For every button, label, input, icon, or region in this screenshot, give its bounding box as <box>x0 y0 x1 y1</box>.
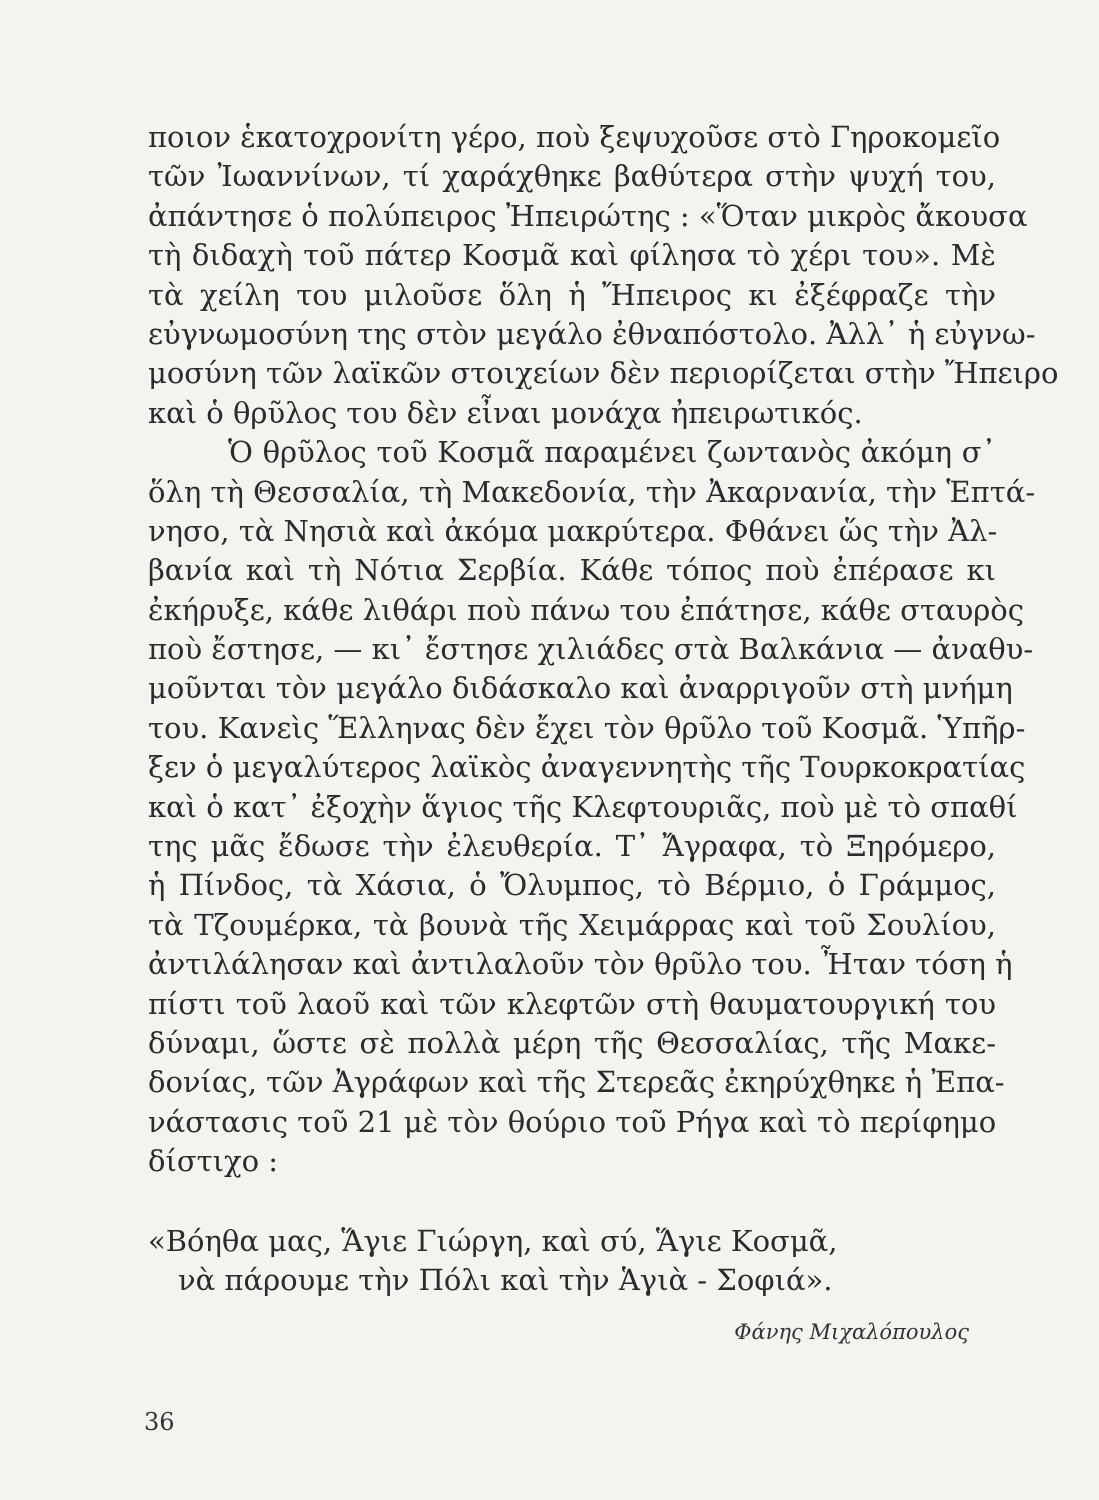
text-line: ἀντιλάλησαν καὶ ἀντιλαλοῦν τὸν θρῦλο του. Ἦταν τόση ἡ <box>148 947 1013 982</box>
text-line: νησο, τὰ Νησιὰ καὶ ἀκόμα μακρύτερα. Φθάνει ὥς τὴν Ἀλ- <box>148 513 998 548</box>
text-line: νάστασις τοῦ 21 μὲ τὸν θούριο τοῦ Ρήγα καὶ τὸ περίφημο <box>148 1104 997 1139</box>
couplet-line-2: νὰ πάρουμε τὴν Πόλι καὶ τὴν Ἁγιὰ - Σοφιά». <box>178 1263 833 1297</box>
text-line: βανία καὶ τὴ Νότια Σερβία. Κάθε τόπος ποὺ ἐπέρασε κι <box>148 553 996 588</box>
text-line: καὶ ὁ κατ᾽ ἐξοχὴν ἅγιος τῆς Κλεφτουριᾶς, ποὺ μὲ τὸ σπαθί <box>148 789 1018 824</box>
text-line: τὰ Τζουμέρκα, τὰ βουνὰ τῆς Χειμάρρας καὶ τοῦ Σουλίου, <box>148 907 996 942</box>
text-line: τὴ διδαχὴ τοῦ πάτερ Κοσμᾶ καὶ φίλησα τὸ χέρι του». Μὲ <box>148 238 996 273</box>
text-line: ποιον ἑκατοχρονίτη γέρο, ποὺ ξεψυχοῦσε στὸ Γηροκομεῖο <box>148 120 1001 154</box>
text-line: ποὺ ἔστησε, — κι᾽ ἔστησε χιλιάδες στὰ Βαλκάνια — ἀναθυ- <box>148 632 1034 667</box>
text-line: ἡ Πίνδος, τὰ Χάσια, ὁ Ὄλυμπος, τὸ Βέρμιο, ὁ Γράμμος, <box>148 868 996 903</box>
text-line: τῶν Ἰωαννίνων, τί χαράχθηκε βαθύτερα στὴν ψυχή του, <box>148 159 996 194</box>
text-line: καὶ ὁ θρῦλος του δὲν εἶναι μονάχα ἠπειρωτικός. <box>148 395 863 430</box>
text-line: ὅλη τὴ Θεσσαλία, τὴ Μακεδονία, τὴν Ἀκαρνανία, τὴν Ἑπτά- <box>148 474 1036 509</box>
text-line: δύναμι, ὥστε σὲ πολλὰ μέρη τῆς Θεσσαλίας, τῆς Μακε- <box>148 1025 996 1060</box>
body-text <box>148 118 1059 1182</box>
text-line: του. Κανεὶς Ἕλληνας δὲν ἔχει τὸν θρῦλο τοῦ Κοσμᾶ. Ὑπῆρ- <box>148 710 1026 745</box>
text-line: δονίας, τῶν Ἀγράφων καὶ τῆς Στερεᾶς ἐκηρύχθηκε ἡ Ἐπα- <box>148 1065 1005 1100</box>
page-number: 36 <box>144 1408 175 1436</box>
text-line: μοῦνται τὸν μεγάλο διδάσκαλο καὶ ἀναρριγοῦν στὴ μνήμη <box>148 671 1013 706</box>
text-line: Ὁ θρῦλος τοῦ Κοσμᾶ παραμένει ζωντανὸς ἀκόμη σ᾽ <box>228 435 996 470</box>
text-line: της μᾶς ἔδωσε τὴν ἐλευθερία. Τ᾽ Ἄγραφα, τὸ Ξηρόμερο, <box>148 829 996 864</box>
text-line: ἀπάντησε ὁ πολύπειρος Ἠπειρώτης : «Ὅταν μικρὸς ἄκουσα <box>148 198 1028 233</box>
author-signature: Φάνης Μιχαλόπουλος <box>734 1320 969 1344</box>
text-line: δίστιχο : <box>148 1144 279 1179</box>
text-line: ξεν ὁ μεγαλύτερος λαϊκὸς ἀναγεννητὴς τῆς Τουρκοκρατίας <box>148 750 1026 785</box>
text-line: εὐγνωμοσύνη της στὸν μεγάλο ἐθναπόστολο. Ἀλλ᾽ ἡ εὐγνω- <box>148 316 1036 351</box>
text-line: μοσύνη τῶν λαϊκῶν στοιχείων δὲν περιορίζεται στὴν Ἤπειρο <box>148 356 1059 391</box>
couplet-line-1: «Βόηθα μας, Ἅγιε Γιώργη, καὶ σύ, Ἅγιε Κοσμᾶ, <box>148 1224 838 1258</box>
text-line: πίστι τοῦ λαοῦ καὶ τῶν κλεφτῶν στὴ θαυματουργική του <box>148 986 996 1021</box>
text-line: ἐκήρυξε, κάθε λιθάρι ποὺ πάνω του ἐπάτησε, κάθε σταυρὸς <box>148 592 1024 627</box>
text-line: τὰ χείλη του μιλοῦσε ὅλη ἡ Ἤπειρος κι ἐξέφραζε τὴν <box>148 277 996 312</box>
